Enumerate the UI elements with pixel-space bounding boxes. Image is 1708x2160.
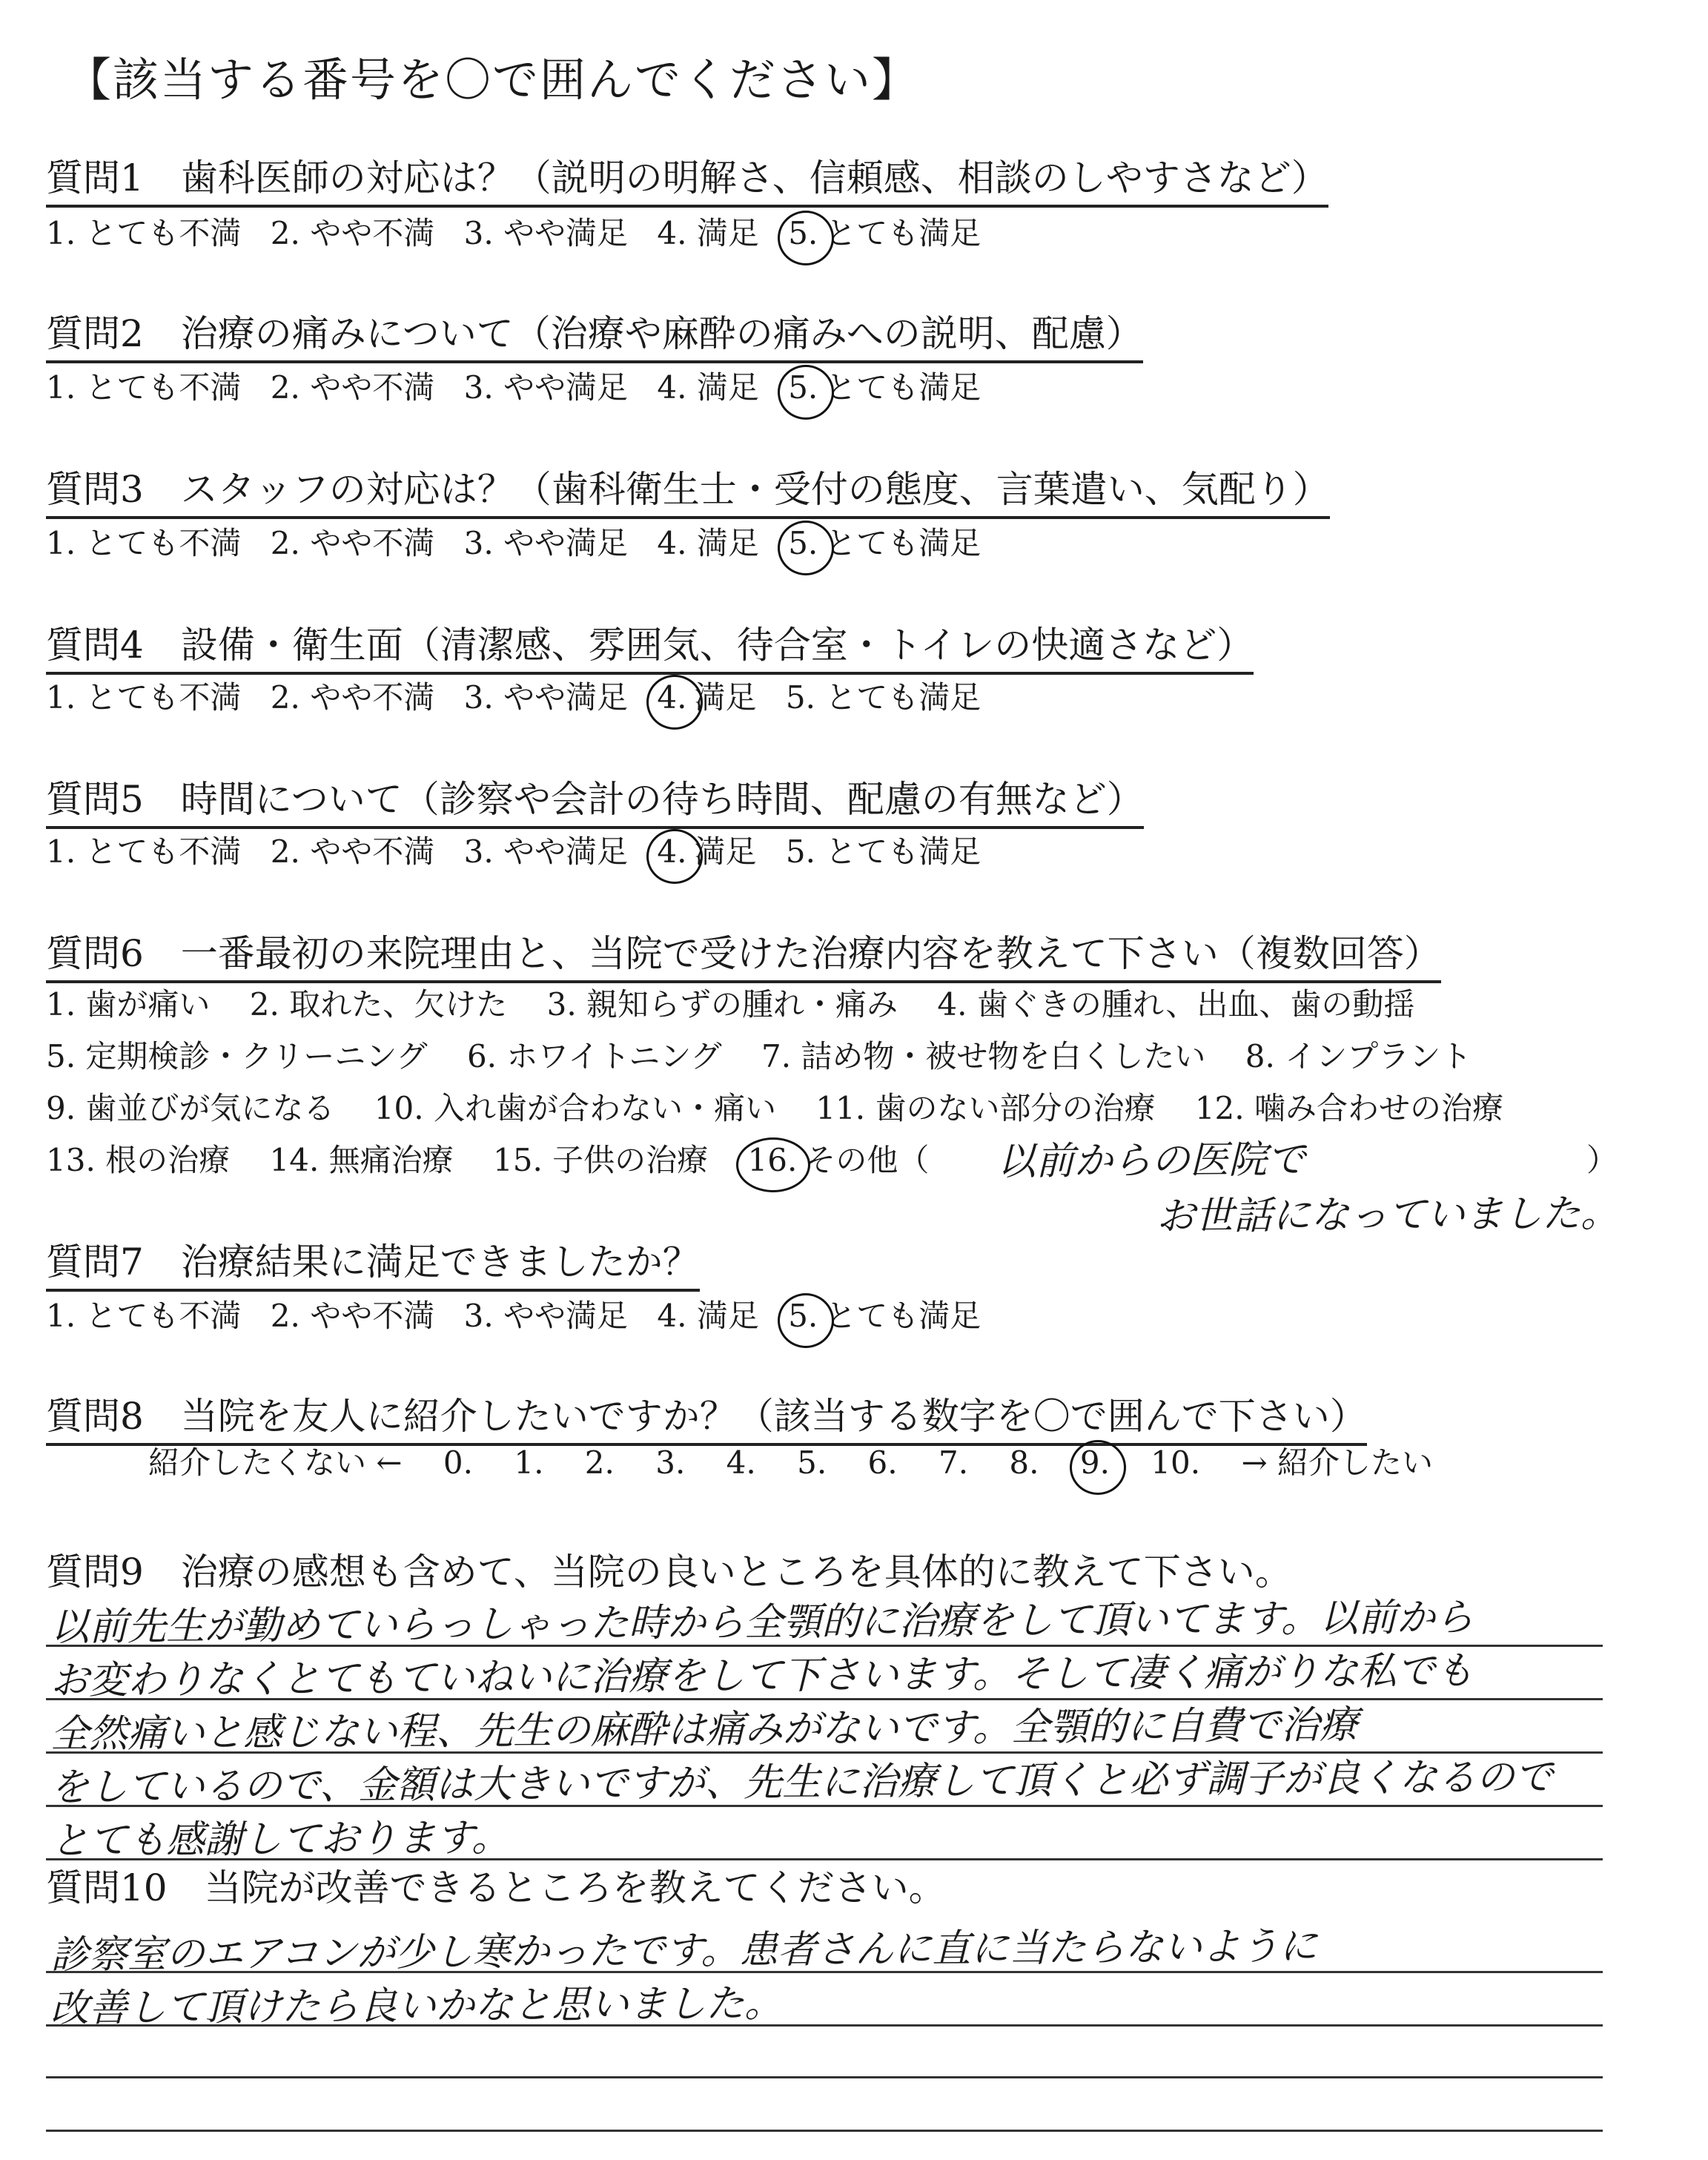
q8-heading: 質問8 当院を友人に紹介したいですか？（該当する数字を〇で囲んで下さい） [46, 1387, 1367, 1446]
q6-opt-16[interactable]: 16. その他（ [747, 1142, 930, 1178]
q8-num-9-circled[interactable]: 9. [1079, 1444, 1110, 1481]
q9-answer-line-3[interactable]: 全然痛いと感じない程、先生の麻酔は痛みがないです。全顎的に自費で治療 [50, 1702, 1359, 1757]
q6-opt-12[interactable]: 12. 噛み合わせの治療 [1194, 1090, 1503, 1126]
q6-opt-13[interactable]: 13. 根の治療 [46, 1142, 231, 1178]
q6-opt-11[interactable]: 11. 歯のない部分の治療 [815, 1090, 1156, 1126]
q8-left-label: 紹介したくない ← [148, 1444, 403, 1481]
q6-row-3 [46, 1084, 1533, 1129]
q2-opt-4[interactable]: 4. 満足 [657, 369, 759, 406]
q6-opt-9[interactable]: 9. 歯並びが気になる [46, 1090, 335, 1126]
q6-opt-1[interactable]: 1. 歯が痛い [46, 986, 211, 1023]
q5-opt-2[interactable]: 2. やや不満 [270, 833, 435, 870]
q3-opt-4[interactable]: 4. 満足 [657, 525, 759, 561]
q9-answer-line-5[interactable]: とても感謝しております。 [50, 1815, 511, 1863]
q3-opt-5-circled: 5. [788, 525, 818, 561]
q6-opt-14[interactable]: 14. 無痛治療 [269, 1142, 454, 1178]
q2-heading: 質問2 治療の痛みについて（治療や麻酔の痛みへの説明、配慮） [46, 304, 1143, 363]
q2-opt-2[interactable]: 2. やや不満 [270, 369, 435, 406]
q4-opt-4[interactable]: 4. 満足 [657, 679, 757, 716]
q1-opt-1[interactable]: 1. とても不満 [46, 215, 242, 251]
page-title: 【該当する番号を〇で囲んでください】 [65, 53, 920, 107]
q8-num-6[interactable]: 6. [867, 1444, 898, 1481]
q5-opt-4[interactable]: 4. 満足 [657, 833, 757, 870]
q9-answer-line-4[interactable]: をしているので、金額は大きいですが、先生に治療して頂くと必ず調子が良くなるので [50, 1754, 1554, 1810]
q6-opt-6[interactable]: 6. ホワイトニング [466, 1038, 722, 1074]
q1-opt-5-circled: 5. [788, 215, 818, 251]
q4-heading: 質問4 設備・衛生面（清潔感、雰囲気、待合室・トイレの快適さなど） [46, 615, 1254, 675]
q8-num-2[interactable]: 2. [584, 1444, 615, 1481]
q3-opt-1[interactable]: 1. とても不満 [46, 525, 242, 561]
q3-opt-2[interactable]: 2. やや不満 [270, 525, 435, 561]
q6-opt-16-circled: 16. [747, 1142, 798, 1178]
q6-other-handwritten-1[interactable]: 以前からの医院で [996, 1137, 1306, 1184]
q4-opt-2[interactable]: 2. やや不満 [270, 679, 435, 716]
q6-opt-15[interactable]: 15. 子供の治療 [493, 1142, 709, 1178]
q6-opt-7[interactable]: 7. 詰め物・被せ物を白くしたい [761, 1038, 1206, 1074]
q6-opt-3[interactable]: 3. 親知らずの腫れ・痛み [546, 986, 898, 1023]
q4-opt-4-circled: 4. [657, 679, 687, 716]
q1-heading: 質問1 歯科医師の対応は？（説明の明解さ、信頼感、相談のしやすさなど） [46, 148, 1328, 208]
q10-answer-line-2[interactable]: 改善して頂けたら良いかなと思いました。 [50, 1981, 784, 2031]
q6-opt-8[interactable]: 8. インプラント [1245, 1038, 1472, 1074]
q6-opt-5[interactable]: 5. 定期検診・クリーニング [46, 1038, 428, 1074]
q5-heading: 質問5 時間について（診察や会計の待ち時間、配慮の有無など） [46, 770, 1144, 829]
q8-num-4[interactable]: 4. [726, 1444, 756, 1481]
q6-row-2 [46, 1032, 1501, 1077]
q8-scale-row [148, 1439, 1464, 1483]
q7-options [46, 1292, 1000, 1336]
q6-opt-10[interactable]: 10. 入れ歯が合わない・痛い [374, 1090, 776, 1126]
q2-opt-5-circled: 5. [788, 369, 818, 406]
q7-opt-2[interactable]: 2. やや不満 [270, 1298, 435, 1334]
q6-row-1 [46, 980, 1444, 1025]
q4-opt-5[interactable]: 5. とても満足 [785, 679, 982, 716]
q2-opt-3[interactable]: 3. やや満足 [463, 369, 629, 406]
q7-opt-4[interactable]: 4. 満足 [657, 1298, 759, 1334]
q8-num-3[interactable]: 3. [655, 1444, 686, 1481]
q8-num-7[interactable]: 7. [938, 1444, 969, 1481]
q6-row-4 [46, 1136, 959, 1180]
q9-answer-line-1[interactable]: 以前先生が勤めていらっしゃった時から全顎的に治療をして頂いてます。以前から [50, 1595, 1474, 1650]
q2-opt-5[interactable]: 5. とても満足 [788, 369, 982, 406]
q1-opt-5[interactable]: 5. とても満足 [788, 215, 982, 251]
q8-num-0[interactable]: 0. [443, 1444, 473, 1481]
q10-answer-line-1[interactable]: 診察室のエアコンが少し寒かったです。患者さんに直に当たらないように [50, 1924, 1318, 1978]
q8-num-1[interactable]: 1. [514, 1444, 544, 1481]
q2-options [46, 363, 1000, 408]
q3-heading: 質問3 スタッフの対応は？（歯科衛生士・受付の態度、言葉遣い、気配り） [46, 460, 1330, 519]
q7-opt-1[interactable]: 1. とても不満 [46, 1298, 242, 1334]
q9-heading: 質問9 治療の感想も含めて、当院の良いところを具体的に教えて下さい。 [46, 1550, 1292, 1593]
q1-opt-4[interactable]: 4. 満足 [657, 215, 759, 251]
q1-opt-3[interactable]: 3. やや満足 [463, 215, 629, 251]
q6-other-handwritten-2[interactable]: お世話になっていました。 [1156, 1191, 1620, 1239]
q8-num-8[interactable]: 8. [1009, 1444, 1039, 1481]
q5-opt-5[interactable]: 5. とても満足 [785, 833, 982, 870]
q4-options [46, 673, 1000, 718]
q7-opt-3[interactable]: 3. やや満足 [463, 1298, 629, 1334]
q6-other-close: ） [1586, 1142, 1618, 1178]
q5-opt-4-circled: 4. [657, 833, 687, 870]
q3-opt-5[interactable]: 5. とても満足 [788, 525, 982, 561]
q2-opt-1[interactable]: 1. とても不満 [46, 369, 242, 406]
q10-rule-3 [46, 2076, 1603, 2078]
q9-answer-line-2[interactable]: お変わりなくとてもていねいに治療をして下さいます。そして凄く痛がりな私でも [50, 1648, 1474, 1703]
q3-options [46, 519, 1000, 564]
q1-opt-2[interactable]: 2. やや不満 [270, 215, 435, 251]
q1-options [46, 209, 1000, 254]
q8-num-10[interactable]: 10. [1151, 1444, 1201, 1481]
q7-opt-5-circled: 5. [788, 1298, 818, 1334]
q6-opt-4[interactable]: 4. 歯ぐきの腫れ、出血、歯の動揺 [937, 986, 1415, 1023]
q4-opt-1[interactable]: 1. とても不満 [46, 679, 242, 716]
q3-opt-3[interactable]: 3. やや満足 [463, 525, 629, 561]
q7-opt-5[interactable]: 5. とても満足 [788, 1298, 982, 1334]
q10-rule-4 [46, 2130, 1603, 2132]
q8-right-label: → 紹介したい [1241, 1444, 1433, 1481]
q5-options [46, 828, 1000, 872]
q5-opt-1[interactable]: 1. とても不満 [46, 833, 242, 870]
q4-opt-3[interactable]: 3. やや満足 [463, 679, 629, 716]
q10-heading: 質問10 当院が改善できるところを教えてください。 [46, 1866, 946, 1909]
q7-heading: 質問7 治療結果に満足できましたか？ [46, 1232, 700, 1292]
q5-opt-3[interactable]: 3. やや満足 [463, 833, 629, 870]
q8-num-5[interactable]: 5. [797, 1444, 827, 1481]
q6-opt-2[interactable]: 2. 取れた、欠けた [249, 986, 508, 1023]
q6-heading: 質問6 一番最初の来院理由と、当院で受けた治療内容を教えて下さい（複数回答） [46, 924, 1441, 983]
